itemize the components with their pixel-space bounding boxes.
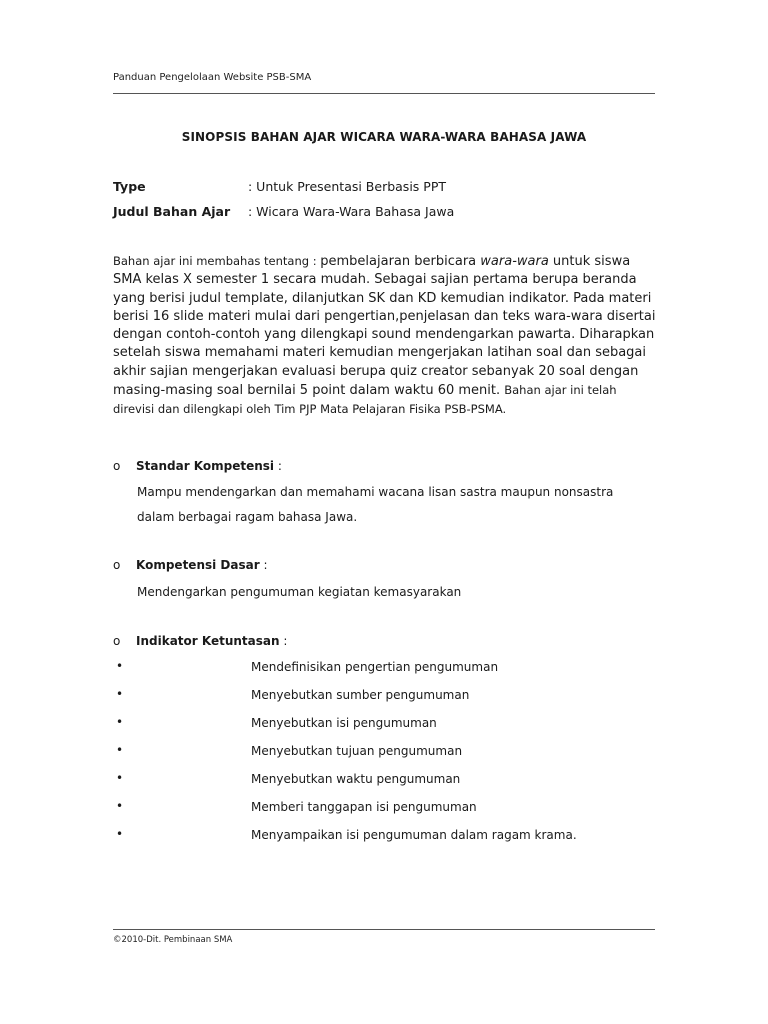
sk-text-line-1: Mampu mendengarkan dan memahami wacana lisan sastra maupun nonsastra bbox=[137, 485, 614, 499]
list-item bbox=[113, 828, 673, 856]
list-item bbox=[113, 660, 673, 688]
section-label: Indikator Ketuntasan bbox=[136, 634, 280, 648]
section-label: Standar Kompetensi bbox=[136, 459, 275, 473]
intro-paragraph bbox=[113, 252, 661, 420]
bullet-dot-icon: • bbox=[116, 659, 124, 673]
bullet-dot-icon: • bbox=[116, 687, 124, 701]
sk-text-line-2: dalam berbagai ragam bahasa Jawa. bbox=[137, 510, 358, 524]
section-standar-kompetensi bbox=[113, 459, 282, 473]
footer-copyright: ©2010-Dit. Pembinaan SMA bbox=[113, 935, 233, 945]
indikator-text: Menyebutkan tujuan pengumuman bbox=[251, 744, 463, 758]
intro-part1: pembelajaran berbicara bbox=[320, 254, 481, 269]
indikator-text: Menyebutkan sumber pengumuman bbox=[251, 688, 470, 702]
meta-label: Type bbox=[113, 179, 146, 194]
bullet-dot-icon: • bbox=[116, 771, 124, 785]
section-indikator bbox=[113, 634, 287, 648]
indikator-text: Menyebutkan isi pengumuman bbox=[251, 716, 437, 730]
indikator-text: Memberi tanggapan isi pengumuman bbox=[251, 800, 477, 814]
document-title: SINOPSIS BAHAN AJAR WICARA WARA-WARA BAHASA JAWA bbox=[181, 130, 587, 144]
bullet-dot-icon: • bbox=[116, 827, 124, 841]
list-item bbox=[113, 772, 673, 800]
meta-value: : Wicara Wara-Wara Bahasa Jawa bbox=[248, 204, 455, 219]
indikator-text: Menyampaikan isi pengumuman dalam ragam krama. bbox=[251, 828, 577, 842]
section-colon: : bbox=[274, 459, 282, 473]
section-colon: : bbox=[279, 634, 288, 648]
circle-bullet-icon: o bbox=[113, 634, 121, 648]
section-label: Kompetensi Dasar bbox=[136, 558, 260, 572]
footer-divider bbox=[113, 929, 655, 930]
list-item bbox=[113, 716, 673, 744]
circle-bullet-icon: o bbox=[113, 558, 121, 572]
section-kompetensi-dasar bbox=[113, 558, 268, 572]
list-item bbox=[113, 800, 673, 828]
intro-lead: Bahan ajar ini membahas tentang : bbox=[113, 254, 321, 268]
indikator-list bbox=[113, 660, 673, 856]
section-colon: : bbox=[259, 558, 268, 572]
bullet-dot-icon: • bbox=[116, 743, 124, 757]
kd-text: Mendengarkan pengumuman kegiatan kemasyarakan bbox=[137, 585, 462, 599]
header-divider bbox=[113, 93, 655, 94]
intro-tail: Bahan ajar ini telah direvisi dan dilengkapi oleh Tim PJP Mata Pelajaran Fisika PSB-PSMA. bbox=[113, 383, 617, 417]
meta-value: : Untuk Presentasi Berbasis PPT bbox=[248, 179, 446, 194]
circle-bullet-icon: o bbox=[113, 459, 121, 473]
bullet-dot-icon: • bbox=[116, 715, 124, 729]
intro-italic: wara-wara bbox=[480, 254, 549, 269]
list-item bbox=[113, 688, 673, 716]
meta-label: Judul Bahan Ajar bbox=[113, 204, 231, 219]
list-item bbox=[113, 744, 673, 772]
indikator-text: Mendefinisikan pengertian pengumuman bbox=[251, 660, 499, 674]
bullet-dot-icon: • bbox=[116, 799, 124, 813]
running-header: Panduan Pengelolaan Website PSB-SMA bbox=[113, 72, 312, 83]
indikator-text: Menyebutkan waktu pengumuman bbox=[251, 772, 461, 786]
intro-part2: untuk siswa SMA kelas X semester 1 secara mudah. Sebagai sajian pertama berupa beranda yang berisi judul template, dilanjutkan SK dan KD kemudian indikator. Pada materi berisi 16 slide materi mulai dari pengertian,penjelasan dan teks wara-wara disertai dengan contoh-contoh yang dilengkapi sound mendengarkan pawarta. Diharapkan setelah siswa memahami materi kemudian mengerjakan latihan soal dan sebagai akhir sajian mengerjakan evaluasi berupa quiz creator sebanyak 20 soal dengan masing-masing soal bernilai 5 point dalam waktu 60 menit. bbox=[113, 254, 656, 399]
